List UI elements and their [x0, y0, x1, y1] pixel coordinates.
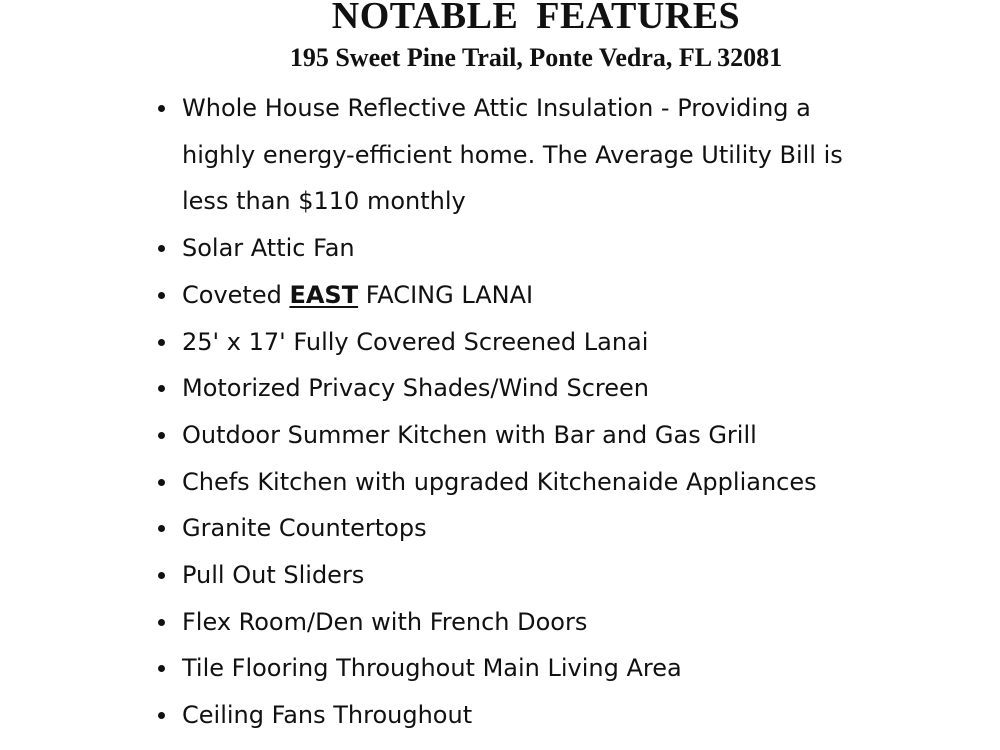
- feature-text: Tile Flooring Throughout Main Living Area: [182, 654, 682, 683]
- bullet-icon: [158, 665, 165, 672]
- feature-text-prefix: Coveted: [182, 280, 290, 309]
- bullet-icon: [158, 572, 165, 579]
- bullet-icon: [158, 479, 165, 486]
- list-item: [182, 645, 882, 692]
- bullet-icon: [158, 432, 165, 439]
- feature-text: Outdoor Summer Kitchen with Bar and Gas Grill: [182, 420, 757, 449]
- feature-text: 25' x 17' Fully Covered Screened Lanai: [182, 327, 649, 356]
- feature-text: Ceiling Fans Throughout: [182, 701, 473, 730]
- bullet-icon: [158, 245, 165, 252]
- feature-emphasis: EAST: [289, 280, 359, 309]
- bullet-icon: [158, 339, 165, 346]
- bullet-icon: [158, 712, 165, 719]
- bullet-icon: [158, 105, 165, 112]
- page-title: NOTABLE FEATURES: [331, 0, 741, 37]
- list-item: [182, 412, 882, 459]
- list-item: [182, 505, 882, 552]
- feature-text-suffix: FACING LANAI: [358, 280, 534, 309]
- feature-text: Pull Out Sliders: [182, 561, 365, 590]
- feature-text: Motorized Privacy Shades/Wind Screen: [182, 374, 649, 403]
- bullet-icon: [158, 525, 165, 532]
- feature-list: [182, 85, 882, 739]
- list-item: [182, 692, 882, 739]
- feature-text: Flex Room/Den with French Doors: [182, 607, 588, 636]
- list-item: [182, 272, 882, 319]
- list-item: [182, 365, 882, 412]
- list-item: [182, 85, 872, 225]
- list-item: [182, 459, 882, 506]
- bullet-icon: [158, 385, 165, 392]
- list-item: [182, 225, 882, 272]
- list-item: [182, 599, 882, 646]
- feature-text: Solar Attic Fan: [182, 234, 355, 263]
- list-item: [182, 319, 882, 366]
- bullet-icon: [158, 619, 165, 626]
- bullet-icon: [158, 292, 165, 299]
- list-item: [182, 552, 882, 599]
- feature-text: Granite Countertops: [182, 514, 427, 543]
- feature-text: Whole House Reflective Attic Insulation - Providing a highly energy-efficient home. The Average Utility Bill is less than $110 monthly: [182, 94, 843, 216]
- feature-text: Chefs Kitchen with upgraded Kitchenaide Appliances: [182, 467, 817, 496]
- property-address: 195 Sweet Pine Trail, Ponte Vedra, FL 32081: [289, 43, 783, 72]
